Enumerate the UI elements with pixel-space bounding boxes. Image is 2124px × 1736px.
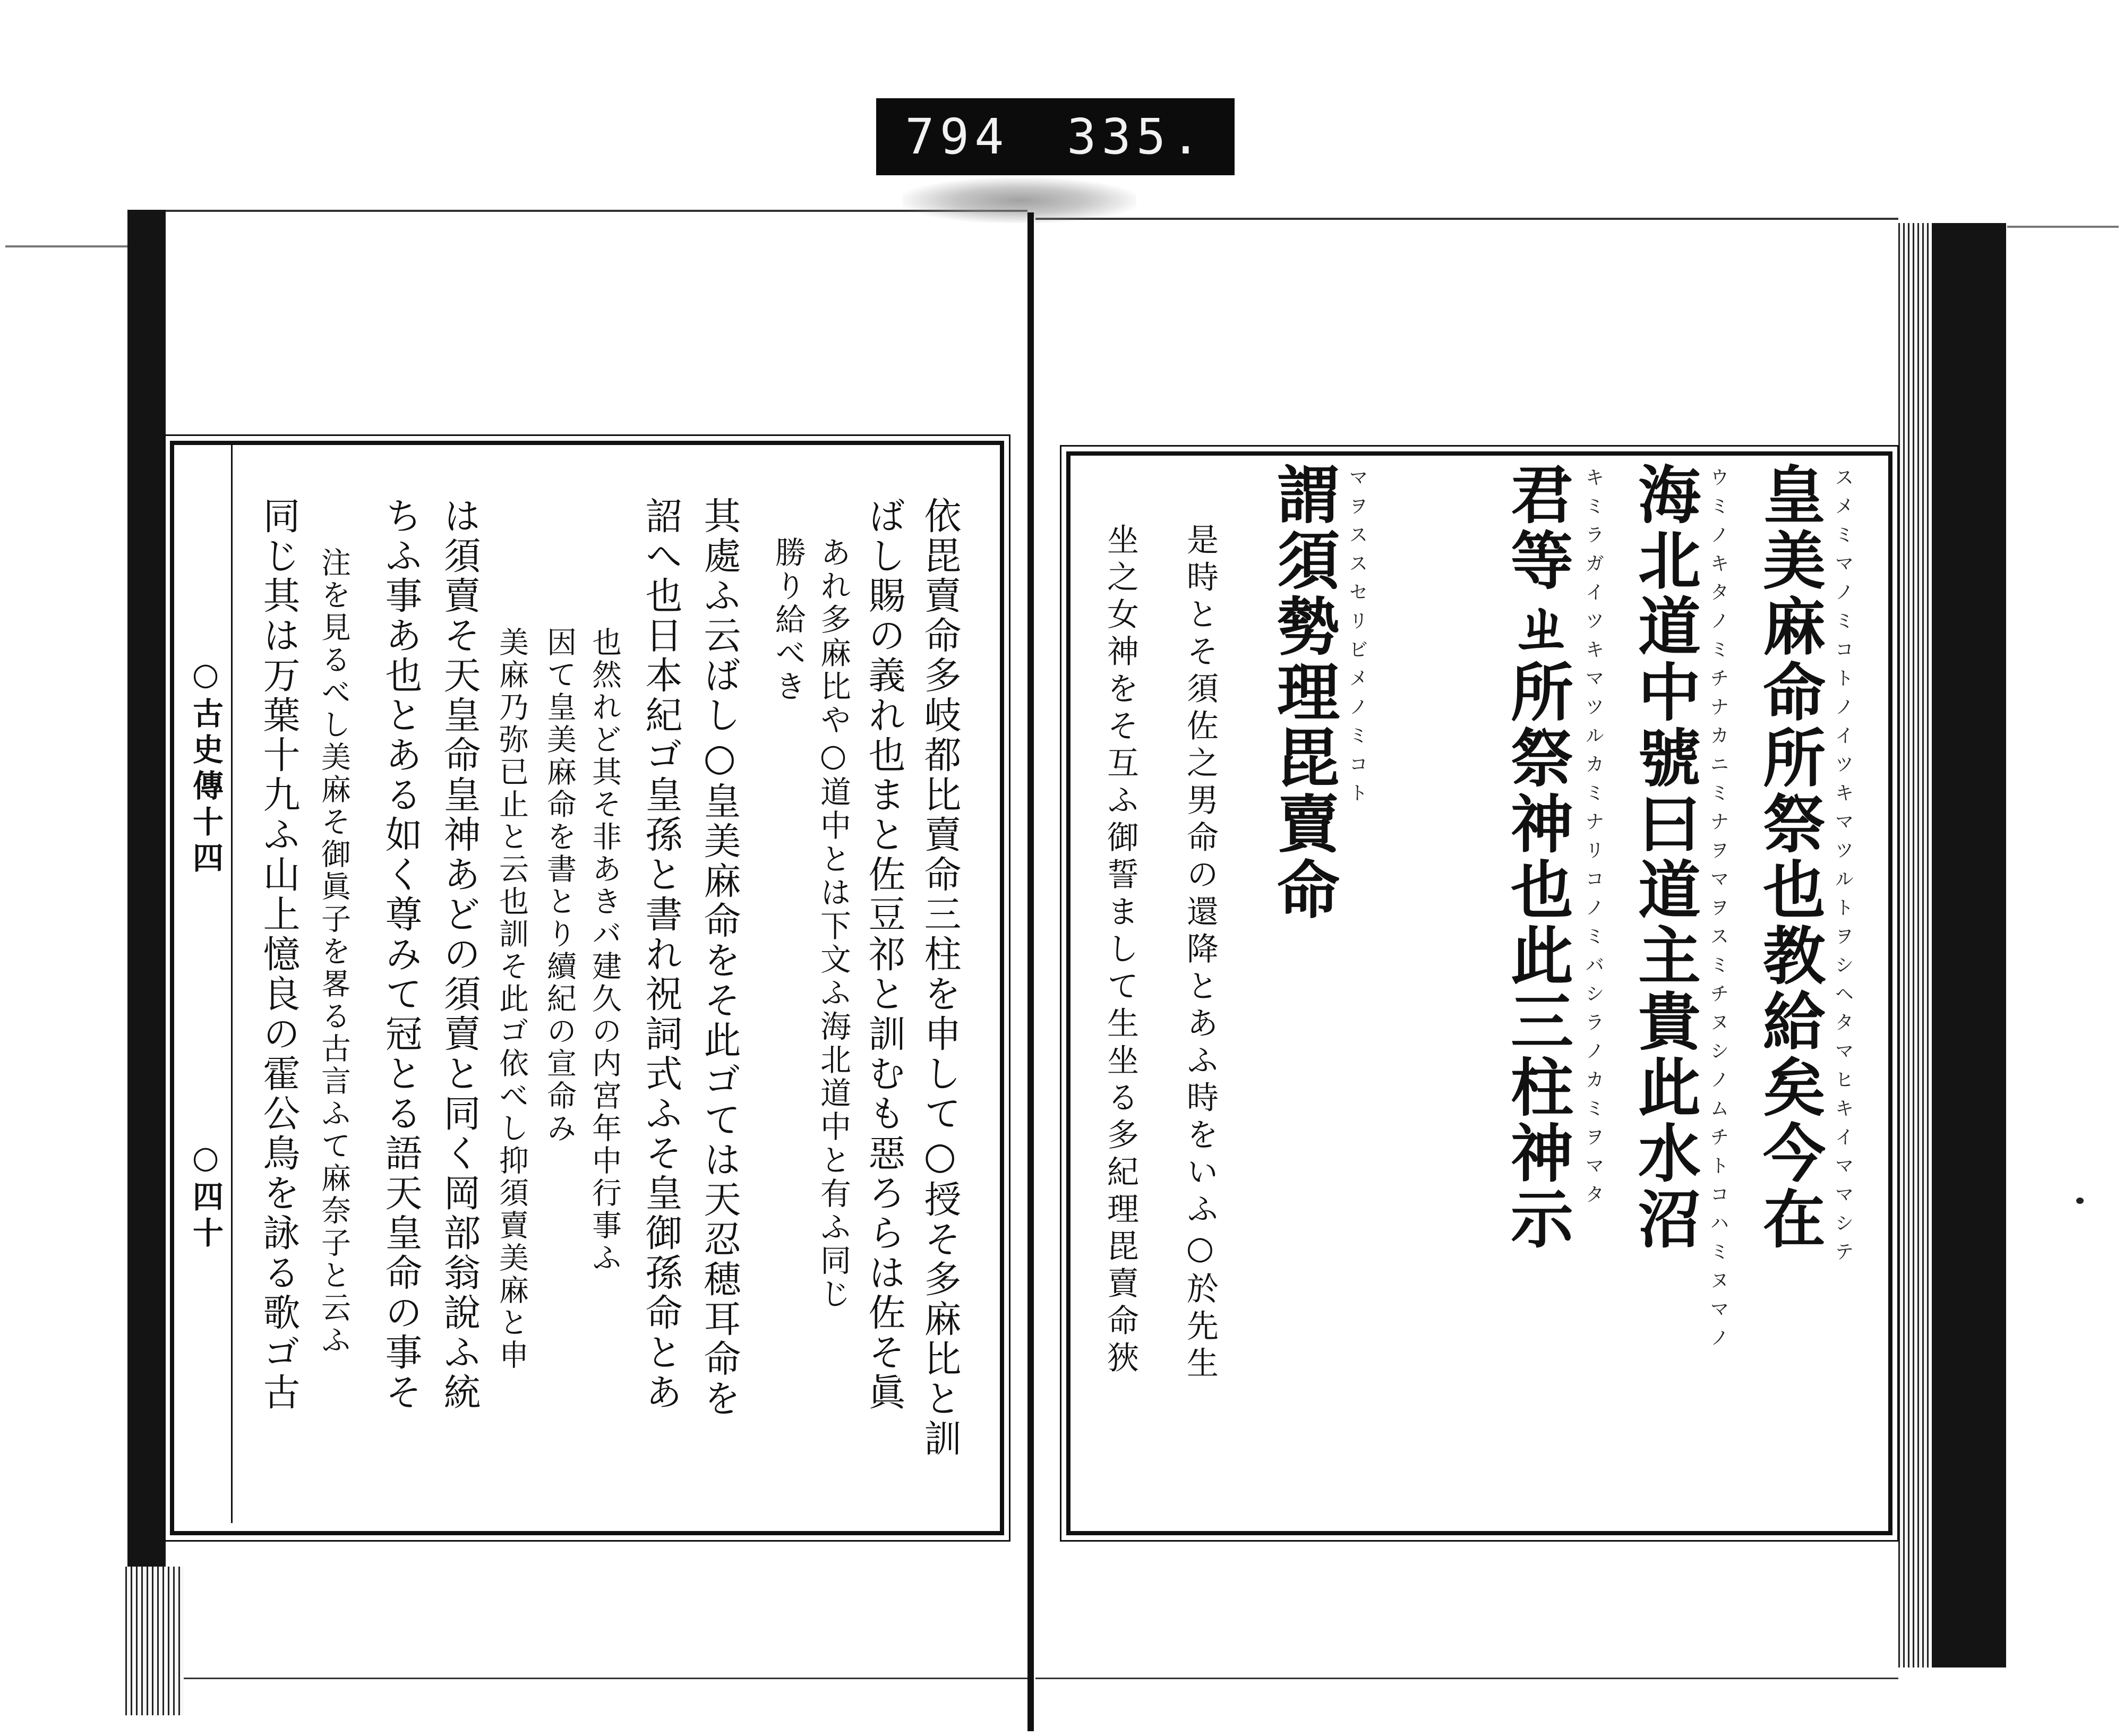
commentary-column-11: ちふ事あ也とある如く尊みて冠とる語天皇命の事そ xyxy=(379,497,423,1413)
commentary-column-6: 詔へ也日本紀ゴ皇孫と書れ祝詞式ふそ皇御孫命とあ xyxy=(639,497,683,1413)
reference-number-left: 794 xyxy=(905,108,1009,165)
left-page-stack xyxy=(125,1567,184,1715)
commentary-column-13: 同じ其は万葉十九ふ山上憶良の霍公鳥を詠る歌ゴ古 xyxy=(257,497,301,1413)
book-gutter xyxy=(1027,212,1034,1731)
commentary-column-2: ばし賜の義れ也まと佐豆祁と訓むも惡ろらは佐そ眞 xyxy=(862,497,906,1413)
commentary-column-9: 美麻乃弥已止と云也訓そ此ゴ依べし抑須賣美麻と申 xyxy=(494,627,529,1372)
margin-page-number: ○四十 xyxy=(187,1139,224,1253)
scan-speck xyxy=(2076,1198,2084,1204)
note-column-1: 是時とそ須佐之男命の還降とあふ時をいふ○於先生 xyxy=(1181,523,1219,1383)
left-book-edge xyxy=(127,210,166,1678)
commentary-column-12: 注を見るべし美麻そ御眞子を畧る古言ふて麻奈子と云ふ xyxy=(316,547,351,1357)
ruby-column-1: スメミマノミコトノイツキマツルトヲシヘタマヒキイママシテ xyxy=(1832,467,1854,1270)
main-column-3: 君等ㄓ所祭神也此三柱神示 xyxy=(1500,462,1574,1252)
note-column-2: 坐之女神をそ互ふ御誓まして生坐る多紀理毘賣命狹 xyxy=(1102,523,1139,1378)
main-column-4: 謂須勢理毘賣命 xyxy=(1266,462,1340,923)
ruby-column-3: キミラガイツキマツルカミナリコノミバシラノカミヲマタ xyxy=(1582,467,1604,1213)
ruby-column-2: ウミノキタノミチナカニミナヲマヲスミチヌシノムチトコハミヌマノ xyxy=(1707,467,1729,1356)
commentary-column-3: あれ多麻比や○道中とは下文ふ海北道中と有ふ同じ xyxy=(815,536,851,1311)
margin-divider xyxy=(231,445,233,1523)
gutter-shadow xyxy=(903,178,1136,223)
right-book-edge xyxy=(1932,223,2006,1667)
commentary-column-10: は須賣そ天皇命皇神あどの須賣と同く岡部翁說ふ統 xyxy=(438,497,481,1413)
ruby-column-4: マヲススセリビメノミコト xyxy=(1346,467,1368,811)
commentary-column-8: 因て皇美麻命を書とり續紀の宣命み xyxy=(542,627,577,1145)
commentary-column-5: 其處ふ云ばし○皇美麻命をそ此ゴては天忍穂耳命を xyxy=(698,497,741,1419)
margin-title: ○古史傳十四 xyxy=(187,656,224,878)
scan-line-right xyxy=(2007,226,2119,228)
reference-label xyxy=(876,98,1235,175)
main-column-2: 海北道中號曰道主貴此水沼 xyxy=(1628,462,1701,1252)
commentary-column-1: 依毘賣命多岐都比賣命三柱を申して○授そ多麻比と訓 xyxy=(918,497,962,1459)
reference-number-right: 335. xyxy=(1067,108,1206,165)
right-page-stack xyxy=(1898,223,1930,1667)
commentary-column-7: 也然れど其そ非あきバ建久の内宮年中行事ふ xyxy=(587,627,622,1275)
commentary-column-4: 勝り給べき xyxy=(770,536,806,704)
main-column-1: 皇美麻命所祭也教給矣今在 xyxy=(1752,462,1826,1252)
